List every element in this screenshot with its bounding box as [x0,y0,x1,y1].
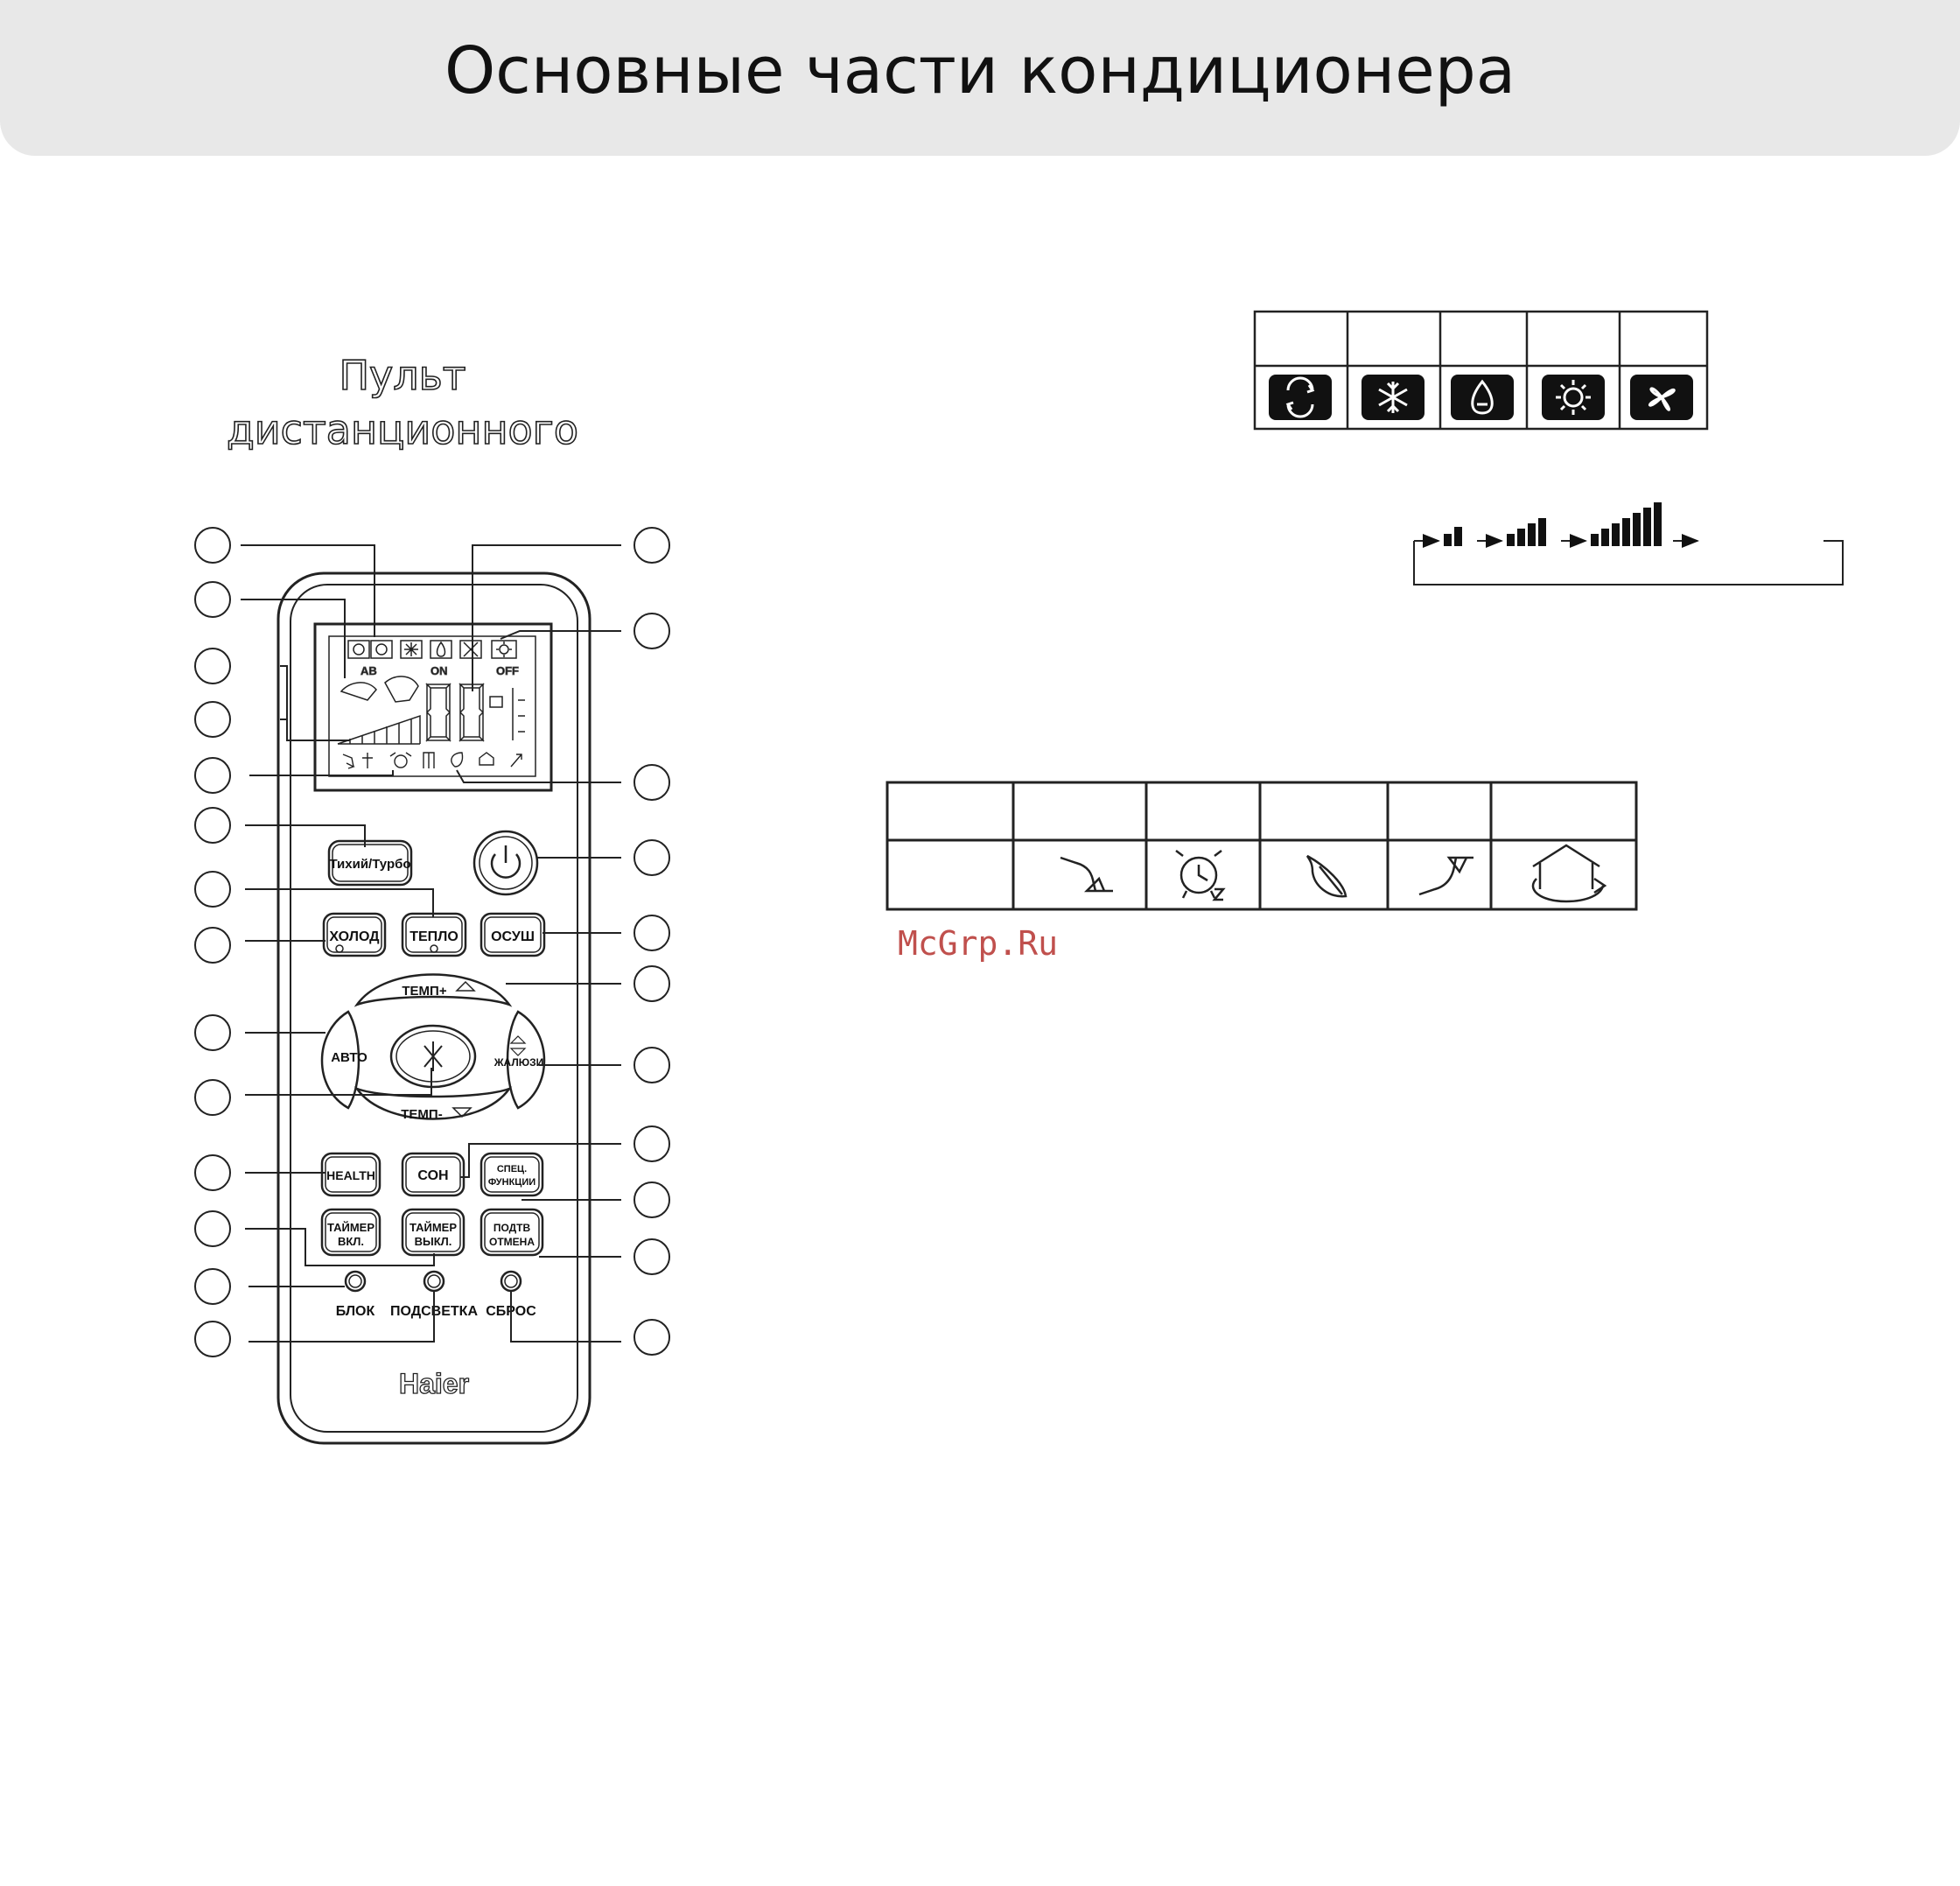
page-title: Основные части кондиционера [444,33,1516,109]
lcd-fan-blades-icon [385,677,418,702]
speed-level-high [1591,502,1662,546]
timer-off-label-2: ВЫКЛ. [414,1235,452,1248]
quiet-turbo-label: Тихий/Турбо [329,857,411,872]
lcd-mode-icons [348,641,516,658]
heat-label: ТЕПЛО [410,929,458,944]
health-label: HEALTH [326,1168,375,1182]
temp-down-label: ТЕМП- [401,1107,443,1122]
turbo-curve-icon [1419,858,1474,894]
speed-level-low [1444,527,1462,546]
temp-up-label: ТЕМП+ [402,984,447,999]
louvers-label: ЖАЛЮЗИ [494,1056,544,1069]
mode-table [1255,312,1707,429]
dry-label: ОСУШ [491,929,535,944]
lcd-off-label: OFF [496,664,519,677]
fan-speed-diagram [1414,502,1843,585]
light-label: ПОДСВЕТКА [389,1304,479,1319]
function-table [887,782,1636,909]
fan-icon [424,1041,442,1071]
subtitle-line-2: дистанционного [226,406,578,453]
reset-label: СБРОС [486,1304,536,1319]
auto-icon [1269,375,1332,420]
special-label-2: ФУНКЦИИ [487,1177,536,1188]
alarm-clock-icon [1176,851,1223,900]
confirm-label-1: ПОДТВ [493,1222,531,1234]
timer-on-label-1: ТАЙМЕР [326,1221,375,1234]
leaf-icon [1307,856,1346,896]
timer-off-label-1: ТАЙМЕР [409,1221,458,1234]
lock-label: БЛОК [335,1304,375,1319]
timer-on-label-2: ВКЛ. [337,1235,365,1248]
lcd-ab-label: AB [360,664,377,677]
watermark: McGrp.Ru [898,924,1059,963]
lcd-swing-icon [341,683,376,700]
subtitle-line-1: Пульт [339,352,466,399]
special-functions-button[interactable] [481,1153,542,1195]
lcd-digits [427,684,525,740]
sleep-curve-icon [1060,858,1113,891]
house-icon [1533,845,1605,901]
confirm-label-2: ОТМЕНА [489,1236,535,1248]
lcd-on-label: ON [430,664,448,677]
sleep-label: СОН [417,1168,449,1183]
brand-logo: Haier [398,1368,470,1399]
triangle-up-icon [457,982,474,991]
cool-label: ХОЛОД [329,929,380,944]
special-label-1: СПЕЦ. [496,1164,528,1174]
swing-arrows-icon [511,1036,525,1055]
lcd-display [315,624,551,790]
auto-label: АВТО [331,1050,368,1065]
speed-level-medium [1507,518,1546,546]
lcd-bottom-icons [343,753,522,768]
